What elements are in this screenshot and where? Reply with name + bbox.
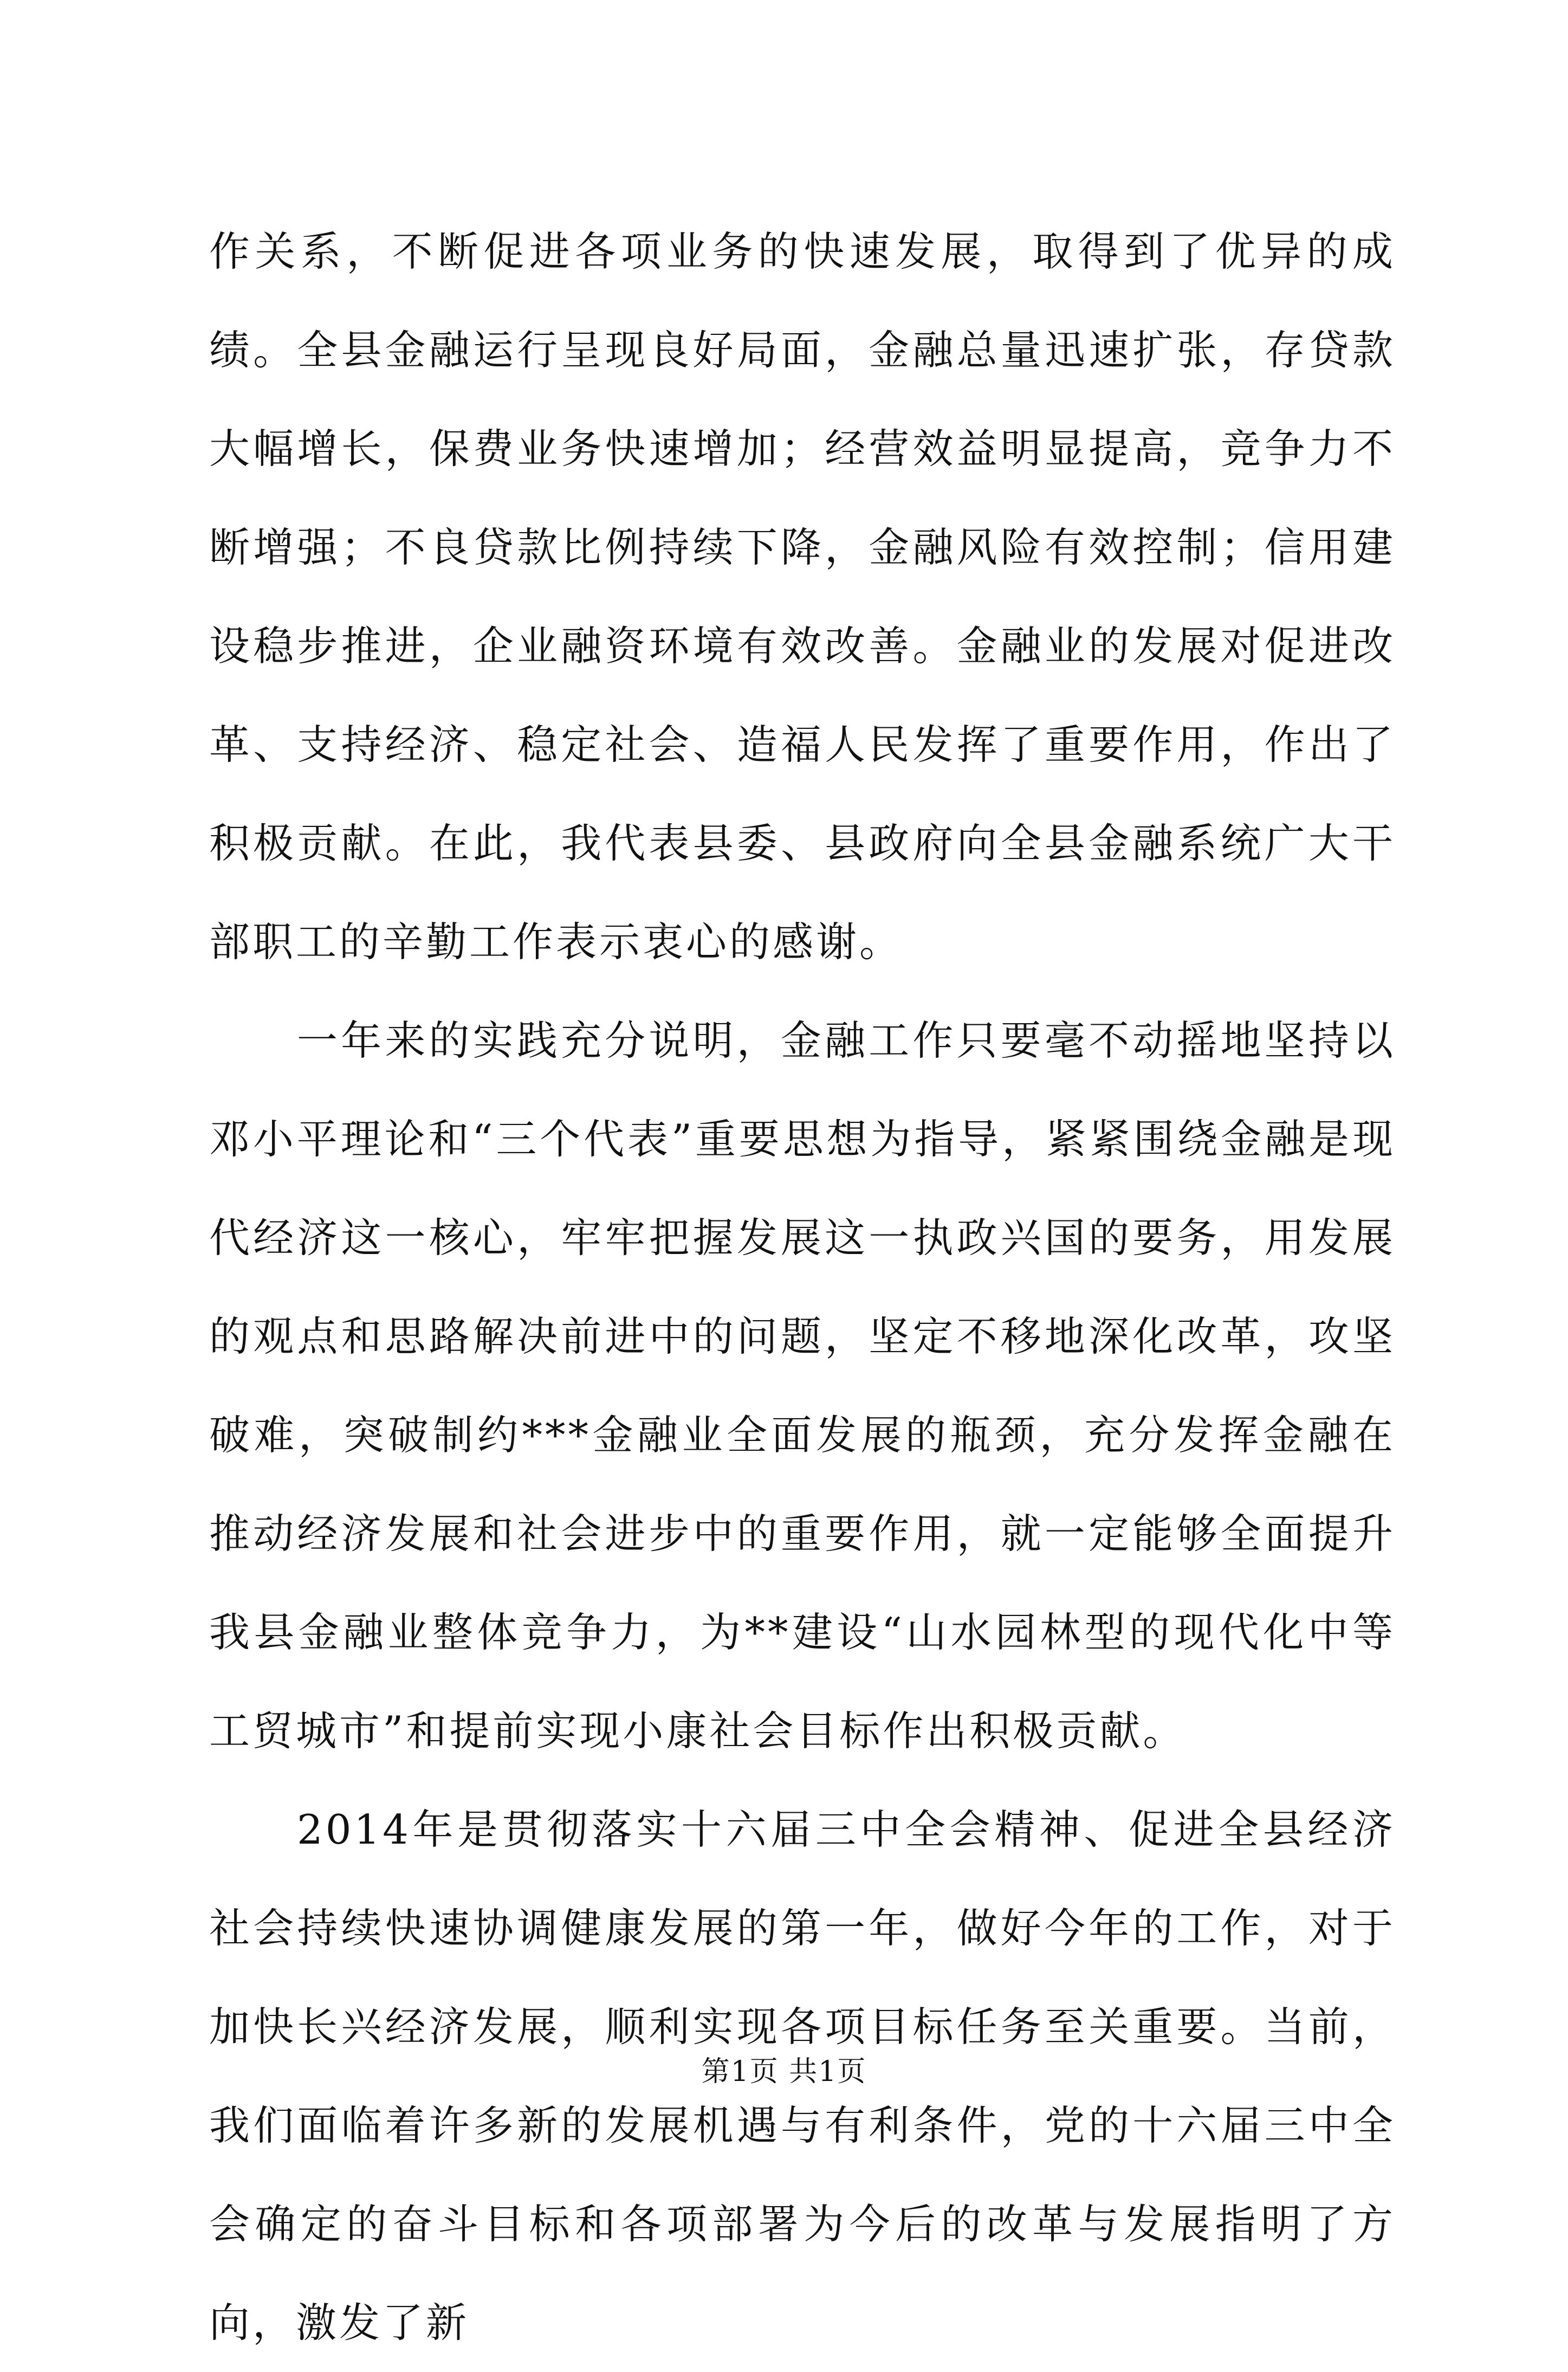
paragraph-3: 2014年是贯彻落实十六届三中全会精神、促进全县经济社会持续快速协调健康发展的第一年，做好今年的工作，对于加快长兴经济发展，顺利实现各项目标任务至关重要。当前，我们面临着许多新的发展机遇与有利条件，党的十六届三中全会确定的奋斗目标和各项部署为今后的改革与发展指明了方向，激发了新 [209,1806,1396,2347]
paragraph-1: 作关系，不断促进各项业务的快速发展，取得到了优异的成绩。全县金融运行呈现良好局面，金融总量迅速扩张，存贷款大幅增长，保费业务快速增加；经营效益明显提高，竞争力不断增强；不良贷款比例持续下降，金融风险有效控制；信用建设稳步推进，企业融资环境有效改善。金融业的发展对促进改革、支持经济、稳定社会、造福人民发挥了重要作用，作出了积极贡献。在此，我代表县委、县政府向全县金融系统广大干部职工的辛勤工作表示衷心的感谢。 [209,228,1396,966]
paragraph-2: 一年来的实践充分说明，金融工作只要毫不动摇地坚持以邓小平理论和“三个代表”重要思想为指导，紧紧围绕金融是现代经济这一核心，牢牢把握发展这一执政兴国的要务，用发展的观点和思路解决前进中的问题，坚定不移地深化改革，攻坚破难，突破制约***金融业全面发展的瓶颈，充分发挥金融在推动经济发展和社会进步中的重要作用，就一定能够全面提升我县金融业整体竞争力，为**建设“山水园林型的现代化中等工贸城市”和提前实现小康社会目标作出积极贡献。 [209,1017,1396,1755]
document-body [209,202,1396,2372]
page-footer: 第1页 共1页 [701,2056,867,2088]
